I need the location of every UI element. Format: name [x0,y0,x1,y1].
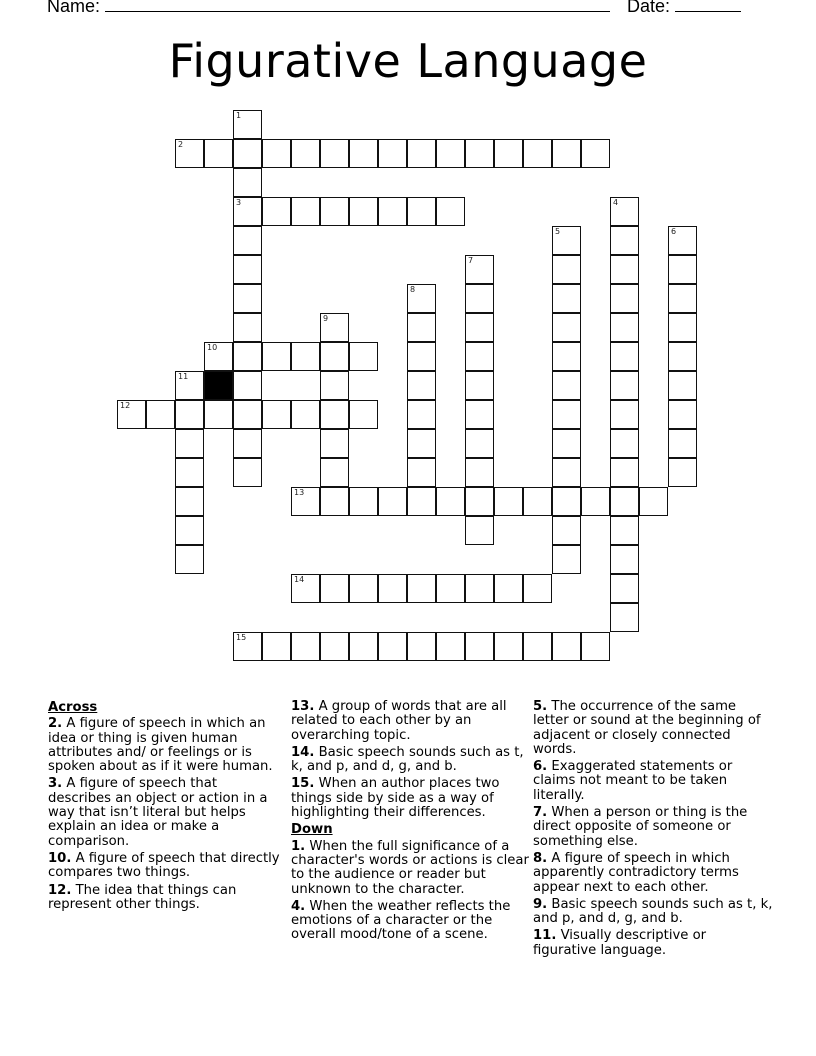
grid-cell[interactable] [407,342,436,371]
grid-cell[interactable] [291,342,320,371]
grid-cell[interactable] [668,284,697,313]
grid-cell[interactable] [581,139,610,168]
grid-cell[interactable] [610,255,639,284]
grid-cell[interactable] [233,429,262,458]
grid-cell[interactable] [175,400,204,429]
grid-cell[interactable] [552,632,581,661]
across-heading: Across [48,700,98,715]
grid-cell[interactable] [552,313,581,342]
grid-cell[interactable] [668,313,697,342]
clue-down-5: 5. The occurrence of the same letter or sound at the beginning of adjacent or closely connected words. [533,699,761,757]
grid-cell[interactable] [465,516,494,545]
grid-cell[interactable] [581,487,610,516]
grid-cell[interactable] [378,139,407,168]
clue-number: 3 [236,198,242,207]
grid-cell[interactable] [523,632,552,661]
grid-cell[interactable] [320,371,349,400]
clues-column-3 [533,700,773,961]
grid-cell[interactable] [320,139,349,168]
grid-cell[interactable] [407,429,436,458]
grid-cell[interactable] [291,400,320,429]
grid-cell[interactable] [349,197,378,226]
clue-number: 11 [178,372,189,381]
grid-cell[interactable] [233,255,262,284]
grid-cell[interactable] [349,632,378,661]
grid-cell[interactable] [233,139,262,168]
date-label: Date: [627,0,671,16]
grid-cell[interactable] [610,487,639,516]
grid-cell[interactable] [233,371,262,400]
grid-cell[interactable] [465,632,494,661]
clue-number: 7 [468,256,474,265]
grid-cell[interactable] [320,574,349,603]
grid-cell[interactable] [610,545,639,574]
grid-cell[interactable] [465,342,494,371]
grid-cell[interactable] [436,487,465,516]
grid-cell[interactable] [204,400,233,429]
grid-cell[interactable] [610,226,639,255]
grid-cell[interactable] [262,139,291,168]
grid-cell[interactable] [610,400,639,429]
grid-cell[interactable] [320,342,349,371]
grid-cell[interactable] [552,255,581,284]
grid-cell[interactable] [378,632,407,661]
clue-number: 4 [613,198,619,207]
grid-cell[interactable] [610,458,639,487]
grid-cell[interactable] [610,574,639,603]
grid-cell[interactable] [610,371,639,400]
grid-cell[interactable] [552,516,581,545]
grid-cell[interactable] [349,400,378,429]
clue-down-11: 11. Visually descriptive or figurative language. [533,928,707,958]
grid-cell[interactable] [552,342,581,371]
clues-column-1 [48,700,283,915]
clue-number: 1 [236,111,242,120]
clue-number: 2 [178,140,184,149]
grid-cell[interactable] [320,197,349,226]
grid-cell[interactable] [610,603,639,632]
clue-number: 12 [120,401,131,410]
grid-cell[interactable] [668,400,697,429]
grid-cell[interactable] [407,139,436,168]
grid-cell[interactable] [465,487,494,516]
grid-cell[interactable] [523,574,552,603]
grid-cell[interactable] [552,284,581,313]
grid-cell[interactable] [378,487,407,516]
grid-cell[interactable] [494,487,523,516]
grid-cell[interactable] [668,371,697,400]
grid-cell[interactable] [320,632,349,661]
grid-cell[interactable] [552,226,581,255]
grid-cell[interactable] [175,139,204,168]
name-label: Name: [47,0,101,16]
clue-number: 8 [410,285,416,294]
grid-cell[interactable] [233,226,262,255]
grid-cell[interactable] [639,487,668,516]
grid-cell[interactable] [407,487,436,516]
clue-across-10: 10. A figure of speech that directly compares two things. [48,850,280,881]
grid-cell[interactable] [552,400,581,429]
grid-cell[interactable] [494,632,523,661]
clue-down-1: 1. When the full significance of a character's words or actions is clear to the audience or reader but unknown to the character. [291,838,529,897]
grid-cell[interactable] [407,371,436,400]
clue-number: 5 [555,227,561,236]
grid-cell[interactable] [494,574,523,603]
grid-cell[interactable] [668,342,697,371]
grid-cell[interactable] [262,632,291,661]
grid-cell[interactable] [581,632,610,661]
grid-cell[interactable] [291,574,320,603]
grid-cell[interactable] [436,632,465,661]
grid-cell[interactable] [175,487,204,516]
grid-cell[interactable] [233,342,262,371]
grid-cell[interactable] [204,342,233,371]
clue-down-6: 6. Exaggerated statements or claims not meant to be taken literally. [533,759,733,803]
down-heading: Down [291,822,333,838]
grid-cell[interactable] [436,197,465,226]
clue-number: 13 [294,488,305,497]
grid-cell[interactable] [175,429,204,458]
grid-cell[interactable] [407,458,436,487]
grid-cell[interactable] [175,545,204,574]
grid-cell[interactable] [668,458,697,487]
grid-cell[interactable] [465,400,494,429]
grid-cell[interactable] [407,197,436,226]
grid-cell[interactable] [465,255,494,284]
grid-cell[interactable] [291,487,320,516]
grid-cell[interactable] [523,139,552,168]
grid-cell[interactable] [233,313,262,342]
grid-cell[interactable] [610,342,639,371]
grid-cell[interactable] [378,197,407,226]
grid-cell[interactable] [320,487,349,516]
grid-cell[interactable] [668,255,697,284]
grid-cell[interactable] [610,516,639,545]
grid-cell[interactable] [262,400,291,429]
grid-cell[interactable] [465,371,494,400]
grid-cell[interactable] [320,313,349,342]
grid-cell[interactable] [552,429,581,458]
grid-cell[interactable] [233,168,262,197]
grid-cell[interactable] [552,458,581,487]
grid-cell[interactable] [552,545,581,574]
clues-column-2 [291,700,531,946]
grid-cell[interactable] [436,574,465,603]
grid-cell[interactable] [465,139,494,168]
clue-down-7: 7. When a person or thing is the direct opposite of someone or something else. [533,805,748,849]
page-title: Figurative Language [168,34,648,88]
clue-across-2: 2. A figure of speech in which an idea or thing is given human attributes and/ or feelings or is spoken about as if it were human. [48,716,273,775]
grid-cell[interactable] [233,110,262,139]
grid-cell[interactable] [175,458,204,487]
grid-cell[interactable] [320,458,349,487]
grid-cell[interactable] [668,226,697,255]
clue-number: 15 [236,633,247,642]
clue-number: 9 [323,314,329,323]
grid-cell[interactable] [610,313,639,342]
grid-cell[interactable] [668,429,697,458]
clue-across-14: 14. Basic speech sounds such as t, k, and p, and d, g, and b. [291,744,524,775]
grid-cell[interactable] [610,197,639,226]
grid-cell[interactable] [407,400,436,429]
grid-cell[interactable] [146,400,175,429]
clue-across-13: 13. A group of words that are all related to each other by an overarching topic. [291,699,507,743]
grid-cell[interactable] [320,429,349,458]
grid-cell[interactable] [233,284,262,313]
grid-cell[interactable] [552,487,581,516]
grid-cell[interactable] [610,429,639,458]
grid-cell[interactable] [233,400,262,429]
grid-cell[interactable] [407,632,436,661]
grid-cell[interactable] [320,400,349,429]
grid-cell[interactable] [465,458,494,487]
grid-cell[interactable] [465,284,494,313]
grid-cell[interactable] [407,313,436,342]
clue-across-12: 12. The idea that things can represent other things. [48,882,237,912]
grid-cell[interactable] [204,139,233,168]
black-cell [204,371,233,400]
clue-across-15: 15. When an author places two things side by side as a way of highlighting their differences. [291,776,500,821]
clue-down-4: 4. When the weather reflects the emotions of a character or the overall mood/tone of a scene. [291,898,511,943]
clue-down-9: 9. Basic speech sounds such as t, k, and p, and d, g, and b. [533,896,773,927]
grid-cell[interactable] [378,574,407,603]
clue-number: 6 [671,227,677,236]
grid-cell[interactable] [465,429,494,458]
grid-cell[interactable] [233,458,262,487]
clue-across-3: 3. A figure of speech that describes an object or action in a way that isn’t literal but helps explain an idea or make a comparison. [48,776,268,849]
grid-cell[interactable] [407,284,436,313]
grid-cell[interactable] [175,371,204,400]
clue-number: 14 [294,575,305,584]
grid-cell[interactable] [233,197,262,226]
grid-cell[interactable] [117,400,146,429]
grid-cell[interactable] [262,197,291,226]
clue-number: 10 [207,343,218,352]
grid-cell[interactable] [523,487,552,516]
grid-cell[interactable] [552,139,581,168]
grid-cell[interactable] [175,516,204,545]
grid-cell[interactable] [291,632,320,661]
grid-cell[interactable] [349,574,378,603]
grid-cell[interactable] [465,574,494,603]
grid-cell[interactable] [436,139,465,168]
grid-cell[interactable] [494,139,523,168]
grid-cell[interactable] [262,342,291,371]
grid-cell[interactable] [552,371,581,400]
grid-cell[interactable] [407,574,436,603]
grid-cell[interactable] [465,313,494,342]
grid-cell[interactable] [233,632,262,661]
grid-cell[interactable] [349,139,378,168]
grid-cell[interactable] [291,197,320,226]
grid-cell[interactable] [349,487,378,516]
grid-cell[interactable] [291,139,320,168]
grid-cell[interactable] [610,284,639,313]
clue-down-8: 8. A figure of speech in which apparently contradictory terms appear next to each other. [533,850,739,895]
grid-cell[interactable] [349,342,378,371]
